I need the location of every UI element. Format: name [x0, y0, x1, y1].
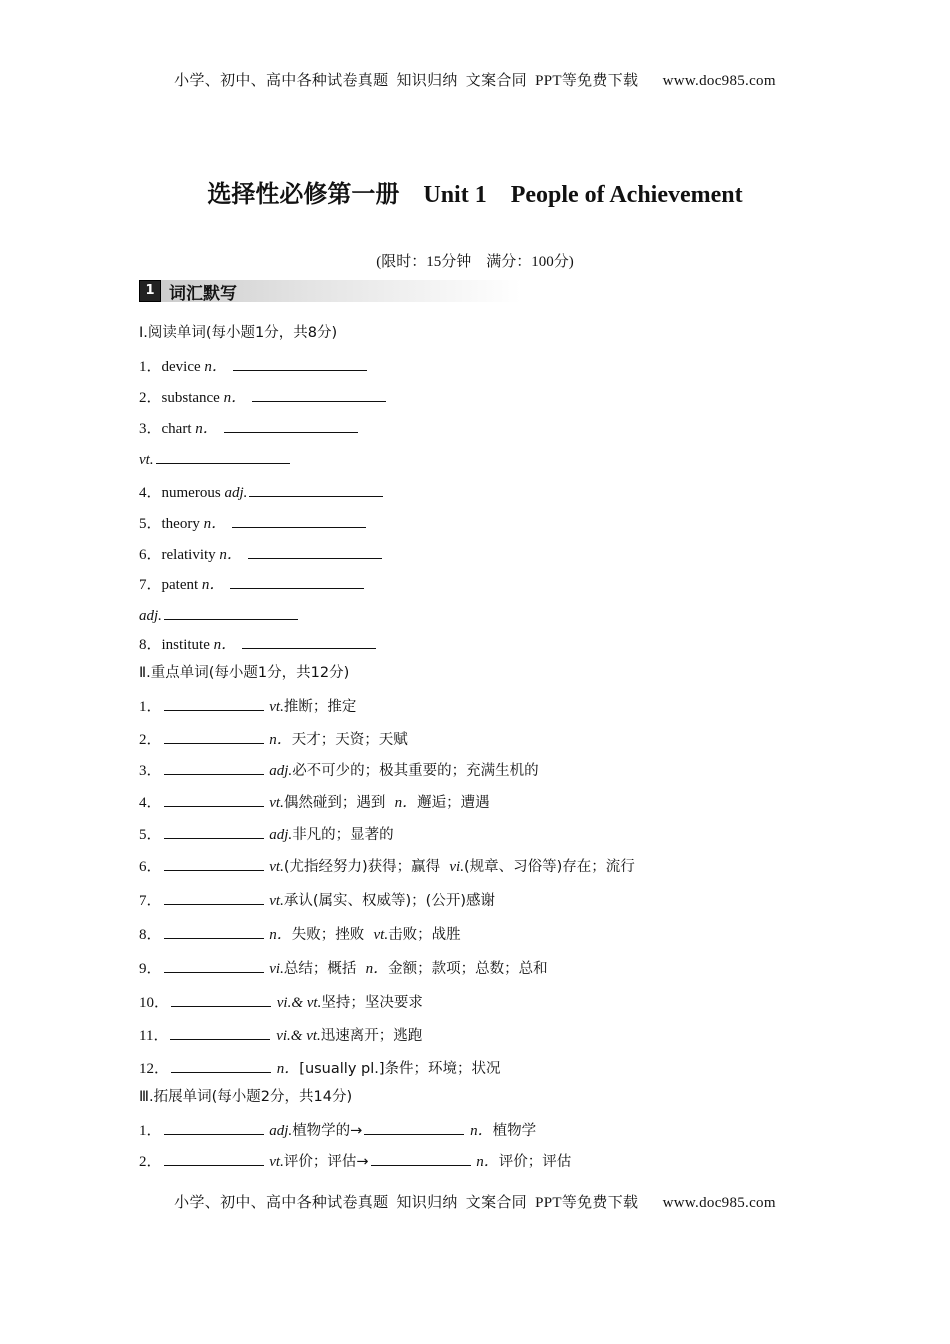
answer-blank[interactable] — [164, 823, 264, 839]
part1-item: 3．chart n． — [139, 417, 360, 439]
answer-blank[interactable] — [224, 417, 358, 433]
part1-item-extra: adj. — [139, 604, 300, 626]
answer-blank[interactable] — [164, 695, 264, 711]
part2-item: 2． n．天才；天资；天赋 — [139, 728, 408, 750]
part2-item: 1． vt.推断；推定 — [139, 695, 356, 717]
answer-blank[interactable] — [164, 759, 264, 775]
part1-item: 7．patent n． — [139, 573, 366, 595]
answer-blank[interactable] — [364, 1119, 464, 1135]
part1-item-extra: vt. — [139, 448, 292, 470]
answer-blank[interactable] — [371, 1150, 471, 1166]
part2-item: 7． vt.承认(属实、权威等)；(公开)感谢 — [139, 889, 495, 911]
part2-item: 10． vi.& vt.坚持；坚决要求 — [139, 991, 423, 1013]
part2-item: 8． n．失败；挫败 vt.击败；战胜 — [139, 923, 461, 945]
answer-blank[interactable] — [164, 1119, 264, 1135]
page-title: 选择性必修第一册 Unit 1 People of Achievement — [207, 182, 743, 208]
part1-item: 5．theory n． — [139, 512, 368, 534]
answer-blank[interactable] — [164, 923, 264, 939]
answer-blank[interactable] — [170, 1024, 270, 1040]
part2-item: 6． vt.(尤指经努力)获得；赢得 vi.(规章、习俗等)存在；流行 — [139, 855, 635, 877]
part1-heading: Ⅰ.阅读单词(每小题1分，共8分) — [139, 325, 338, 341]
answer-blank[interactable] — [248, 543, 382, 559]
section-number-icon: 1 — [139, 280, 161, 302]
answer-blank[interactable] — [232, 512, 366, 528]
answer-blank[interactable] — [164, 957, 264, 973]
part1-item: 8．institute n． — [139, 633, 378, 655]
part2-item: 4． vt.偶然碰到；遇到 n．邂逅；遭遇 — [139, 791, 490, 813]
answer-blank[interactable] — [164, 728, 264, 744]
section-banner — [139, 280, 521, 302]
part2-item: 9． vi.总结；概括 n．金额；款项；总数；总和 — [139, 957, 548, 979]
answer-blank[interactable] — [242, 633, 376, 649]
answer-blank[interactable] — [156, 448, 290, 464]
answer-blank[interactable] — [164, 889, 264, 905]
part1-item: 6．relativity n． — [139, 543, 384, 565]
part1-item: 2．substance n． — [139, 386, 388, 408]
answer-blank[interactable] — [164, 855, 264, 871]
answer-blank[interactable] — [230, 573, 364, 589]
answer-blank[interactable] — [252, 386, 386, 402]
page-footer: 小学、初中、高中各种试卷真题 知识归纳 文案合同 PPT等免费下载 www.doc985.com — [174, 1195, 776, 1211]
part2-item: 3． adj.必不可少的；极其重要的；充满生机的 — [139, 759, 539, 781]
answer-blank[interactable] — [164, 791, 264, 807]
part1-item: 4．numerous adj. — [139, 481, 385, 503]
section-label: 词汇默写 — [169, 284, 237, 304]
answer-blank[interactable] — [171, 991, 271, 1007]
part2-item: 5． adj.非凡的；显著的 — [139, 823, 394, 845]
answer-blank[interactable] — [164, 604, 298, 620]
part2-item: 11． vi.& vt.迅速离开；逃跑 — [139, 1024, 422, 1046]
part1-item: 1．device n． — [139, 355, 369, 377]
page-header: 小学、初中、高中各种试卷真题 知识归纳 文案合同 PPT等免费下载 www.doc985.com — [174, 73, 776, 89]
answer-blank[interactable] — [164, 1150, 264, 1166]
answer-blank[interactable] — [233, 355, 367, 371]
part2-item: 12． n．[usually pl.]条件；环境；状况 — [139, 1057, 501, 1079]
answer-blank[interactable] — [249, 481, 383, 497]
answer-blank[interactable] — [171, 1057, 271, 1073]
part3-item: 2． vt.评价；评估→ n．评价；评估 — [139, 1150, 571, 1172]
part2-heading: Ⅱ.重点单词(每小题1分，共12分) — [139, 665, 350, 681]
part3-heading: Ⅲ.拓展单词(每小题2分，共14分) — [139, 1089, 353, 1105]
time-score-info: (限时：15分钟 满分：100分) — [376, 254, 574, 270]
part3-item: 1． adj.植物学的→ n．植物学 — [139, 1119, 536, 1141]
